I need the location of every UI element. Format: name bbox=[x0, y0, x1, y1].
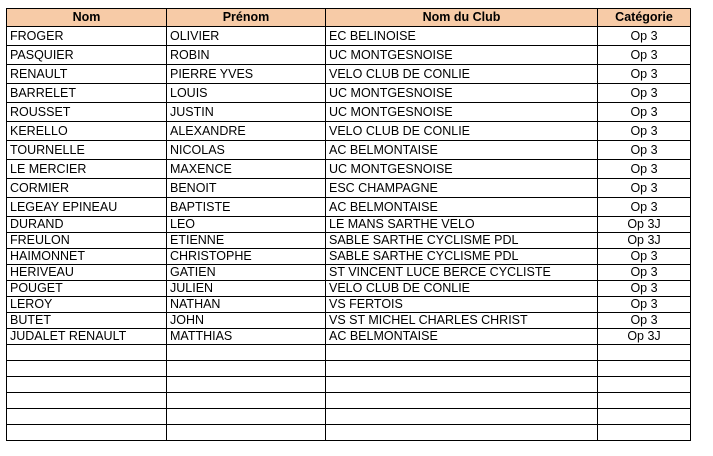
cell-categorie: Op 3 bbox=[598, 313, 691, 329]
cell-club: LE MANS SARTHE VELO bbox=[326, 217, 598, 233]
cell-prenom: NATHAN bbox=[167, 297, 326, 313]
header-prenom: Prénom bbox=[167, 9, 326, 27]
table-row bbox=[7, 297, 691, 313]
cell-club: UC MONTGESNOISE bbox=[326, 46, 598, 65]
table-row bbox=[7, 233, 691, 249]
cell-club: AC BELMONTAISE bbox=[326, 141, 598, 160]
empty-row bbox=[7, 425, 691, 441]
cell-club: AC BELMONTAISE bbox=[326, 198, 598, 217]
cell-categorie: Op 3 bbox=[598, 103, 691, 122]
table-row bbox=[7, 249, 691, 265]
table-row bbox=[7, 198, 691, 217]
empty-cell bbox=[326, 425, 598, 441]
header-club: Nom du Club bbox=[326, 9, 598, 27]
table-row bbox=[7, 160, 691, 179]
cell-prenom: GATIEN bbox=[167, 265, 326, 281]
cell-club: VELO CLUB DE CONLIE bbox=[326, 65, 598, 84]
cell-nom: RENAULT bbox=[7, 65, 167, 84]
header-row bbox=[7, 9, 691, 27]
table-row bbox=[7, 179, 691, 198]
cell-club: AC BELMONTAISE bbox=[326, 329, 598, 345]
table-row bbox=[7, 141, 691, 160]
cell-club: VS FERTOIS bbox=[326, 297, 598, 313]
table-row bbox=[7, 313, 691, 329]
cell-categorie: Op 3J bbox=[598, 329, 691, 345]
empty-cell bbox=[7, 425, 167, 441]
cell-nom: FROGER bbox=[7, 27, 167, 46]
cell-prenom: ALEXANDRE bbox=[167, 122, 326, 141]
table-row bbox=[7, 65, 691, 84]
cell-categorie: Op 3J bbox=[598, 233, 691, 249]
empty-cell bbox=[167, 425, 326, 441]
empty-cell bbox=[167, 345, 326, 361]
table-row bbox=[7, 46, 691, 65]
cell-categorie: Op 3 bbox=[598, 141, 691, 160]
cell-categorie: Op 3 bbox=[598, 84, 691, 103]
cell-club: VS ST MICHEL CHARLES CHRIST bbox=[326, 313, 598, 329]
cell-nom: PASQUIER bbox=[7, 46, 167, 65]
cell-prenom: LOUIS bbox=[167, 84, 326, 103]
cell-club: VELO CLUB DE CONLIE bbox=[326, 122, 598, 141]
cell-prenom: NICOLAS bbox=[167, 141, 326, 160]
empty-row bbox=[7, 409, 691, 425]
cell-categorie: Op 3 bbox=[598, 65, 691, 84]
cell-club: UC MONTGESNOISE bbox=[326, 84, 598, 103]
empty-cell bbox=[7, 361, 167, 377]
cell-prenom: MAXENCE bbox=[167, 160, 326, 179]
empty-cell bbox=[598, 377, 691, 393]
empty-row bbox=[7, 377, 691, 393]
table-row bbox=[7, 103, 691, 122]
cell-categorie: Op 3 bbox=[598, 27, 691, 46]
cell-nom: LEROY bbox=[7, 297, 167, 313]
table-row bbox=[7, 84, 691, 103]
cell-nom: DURAND bbox=[7, 217, 167, 233]
cell-nom: LE MERCIER bbox=[7, 160, 167, 179]
cell-categorie: Op 3 bbox=[598, 249, 691, 265]
riders-table bbox=[6, 8, 691, 441]
empty-cell bbox=[598, 409, 691, 425]
cell-nom: FREULON bbox=[7, 233, 167, 249]
cell-categorie: Op 3J bbox=[598, 217, 691, 233]
cell-prenom: BAPTISTE bbox=[167, 198, 326, 217]
empty-cell bbox=[7, 393, 167, 409]
empty-row bbox=[7, 393, 691, 409]
empty-row bbox=[7, 361, 691, 377]
empty-cell bbox=[326, 377, 598, 393]
cell-club: SABLE SARTHE CYCLISME PDL bbox=[326, 249, 598, 265]
cell-nom: BUTET bbox=[7, 313, 167, 329]
table-row bbox=[7, 122, 691, 141]
cell-categorie: Op 3 bbox=[598, 281, 691, 297]
table-row bbox=[7, 281, 691, 297]
table-row bbox=[7, 27, 691, 46]
cell-club: UC MONTGESNOISE bbox=[326, 160, 598, 179]
cell-prenom: JOHN bbox=[167, 313, 326, 329]
empty-cell bbox=[326, 345, 598, 361]
empty-cell bbox=[167, 393, 326, 409]
empty-cell bbox=[598, 393, 691, 409]
cell-prenom: LEO bbox=[167, 217, 326, 233]
empty-cell bbox=[326, 393, 598, 409]
cell-categorie: Op 3 bbox=[598, 160, 691, 179]
empty-cell bbox=[167, 377, 326, 393]
cell-prenom: ETIENNE bbox=[167, 233, 326, 249]
empty-cell bbox=[167, 409, 326, 425]
cell-categorie: Op 3 bbox=[598, 179, 691, 198]
cell-prenom: PIERRE YVES bbox=[167, 65, 326, 84]
table-body bbox=[7, 27, 691, 441]
empty-cell bbox=[598, 425, 691, 441]
cell-club: VELO CLUB DE CONLIE bbox=[326, 281, 598, 297]
cell-club: ST VINCENT LUCE BERCE CYCLISTE bbox=[326, 265, 598, 281]
table-row bbox=[7, 329, 691, 345]
empty-cell bbox=[326, 361, 598, 377]
empty-cell bbox=[598, 361, 691, 377]
cell-nom: TOURNELLE bbox=[7, 141, 167, 160]
cell-categorie: Op 3 bbox=[598, 265, 691, 281]
cell-categorie: Op 3 bbox=[598, 46, 691, 65]
cell-club: SABLE SARTHE CYCLISME PDL bbox=[326, 233, 598, 249]
cell-prenom: ROBIN bbox=[167, 46, 326, 65]
empty-cell bbox=[7, 409, 167, 425]
header-categorie: Catégorie bbox=[598, 9, 691, 27]
cell-prenom: JULIEN bbox=[167, 281, 326, 297]
cell-club: EC BELINOISE bbox=[326, 27, 598, 46]
table-row bbox=[7, 217, 691, 233]
cell-nom: JUDALET RENAULT bbox=[7, 329, 167, 345]
cell-nom: ROUSSET bbox=[7, 103, 167, 122]
empty-cell bbox=[7, 345, 167, 361]
cell-club: ESC CHAMPAGNE bbox=[326, 179, 598, 198]
empty-cell bbox=[326, 409, 598, 425]
empty-cell bbox=[598, 345, 691, 361]
cell-nom: BARRELET bbox=[7, 84, 167, 103]
cell-categorie: Op 3 bbox=[598, 297, 691, 313]
cell-nom: LEGEAY EPINEAU bbox=[7, 198, 167, 217]
cell-club: UC MONTGESNOISE bbox=[326, 103, 598, 122]
cell-nom: HAIMONNET bbox=[7, 249, 167, 265]
cell-categorie: Op 3 bbox=[598, 198, 691, 217]
cell-prenom: MATTHIAS bbox=[167, 329, 326, 345]
empty-cell bbox=[167, 361, 326, 377]
cell-prenom: OLIVIER bbox=[167, 27, 326, 46]
cell-categorie: Op 3 bbox=[598, 122, 691, 141]
table-row bbox=[7, 265, 691, 281]
header-nom: Nom bbox=[7, 9, 167, 27]
empty-cell bbox=[7, 377, 167, 393]
cell-nom: HERIVEAU bbox=[7, 265, 167, 281]
cell-nom: KERELLO bbox=[7, 122, 167, 141]
cell-prenom: CHRISTOPHE bbox=[167, 249, 326, 265]
cell-prenom: JUSTIN bbox=[167, 103, 326, 122]
cell-prenom: BENOIT bbox=[167, 179, 326, 198]
cell-nom: CORMIER bbox=[7, 179, 167, 198]
empty-row bbox=[7, 345, 691, 361]
cell-nom: POUGET bbox=[7, 281, 167, 297]
